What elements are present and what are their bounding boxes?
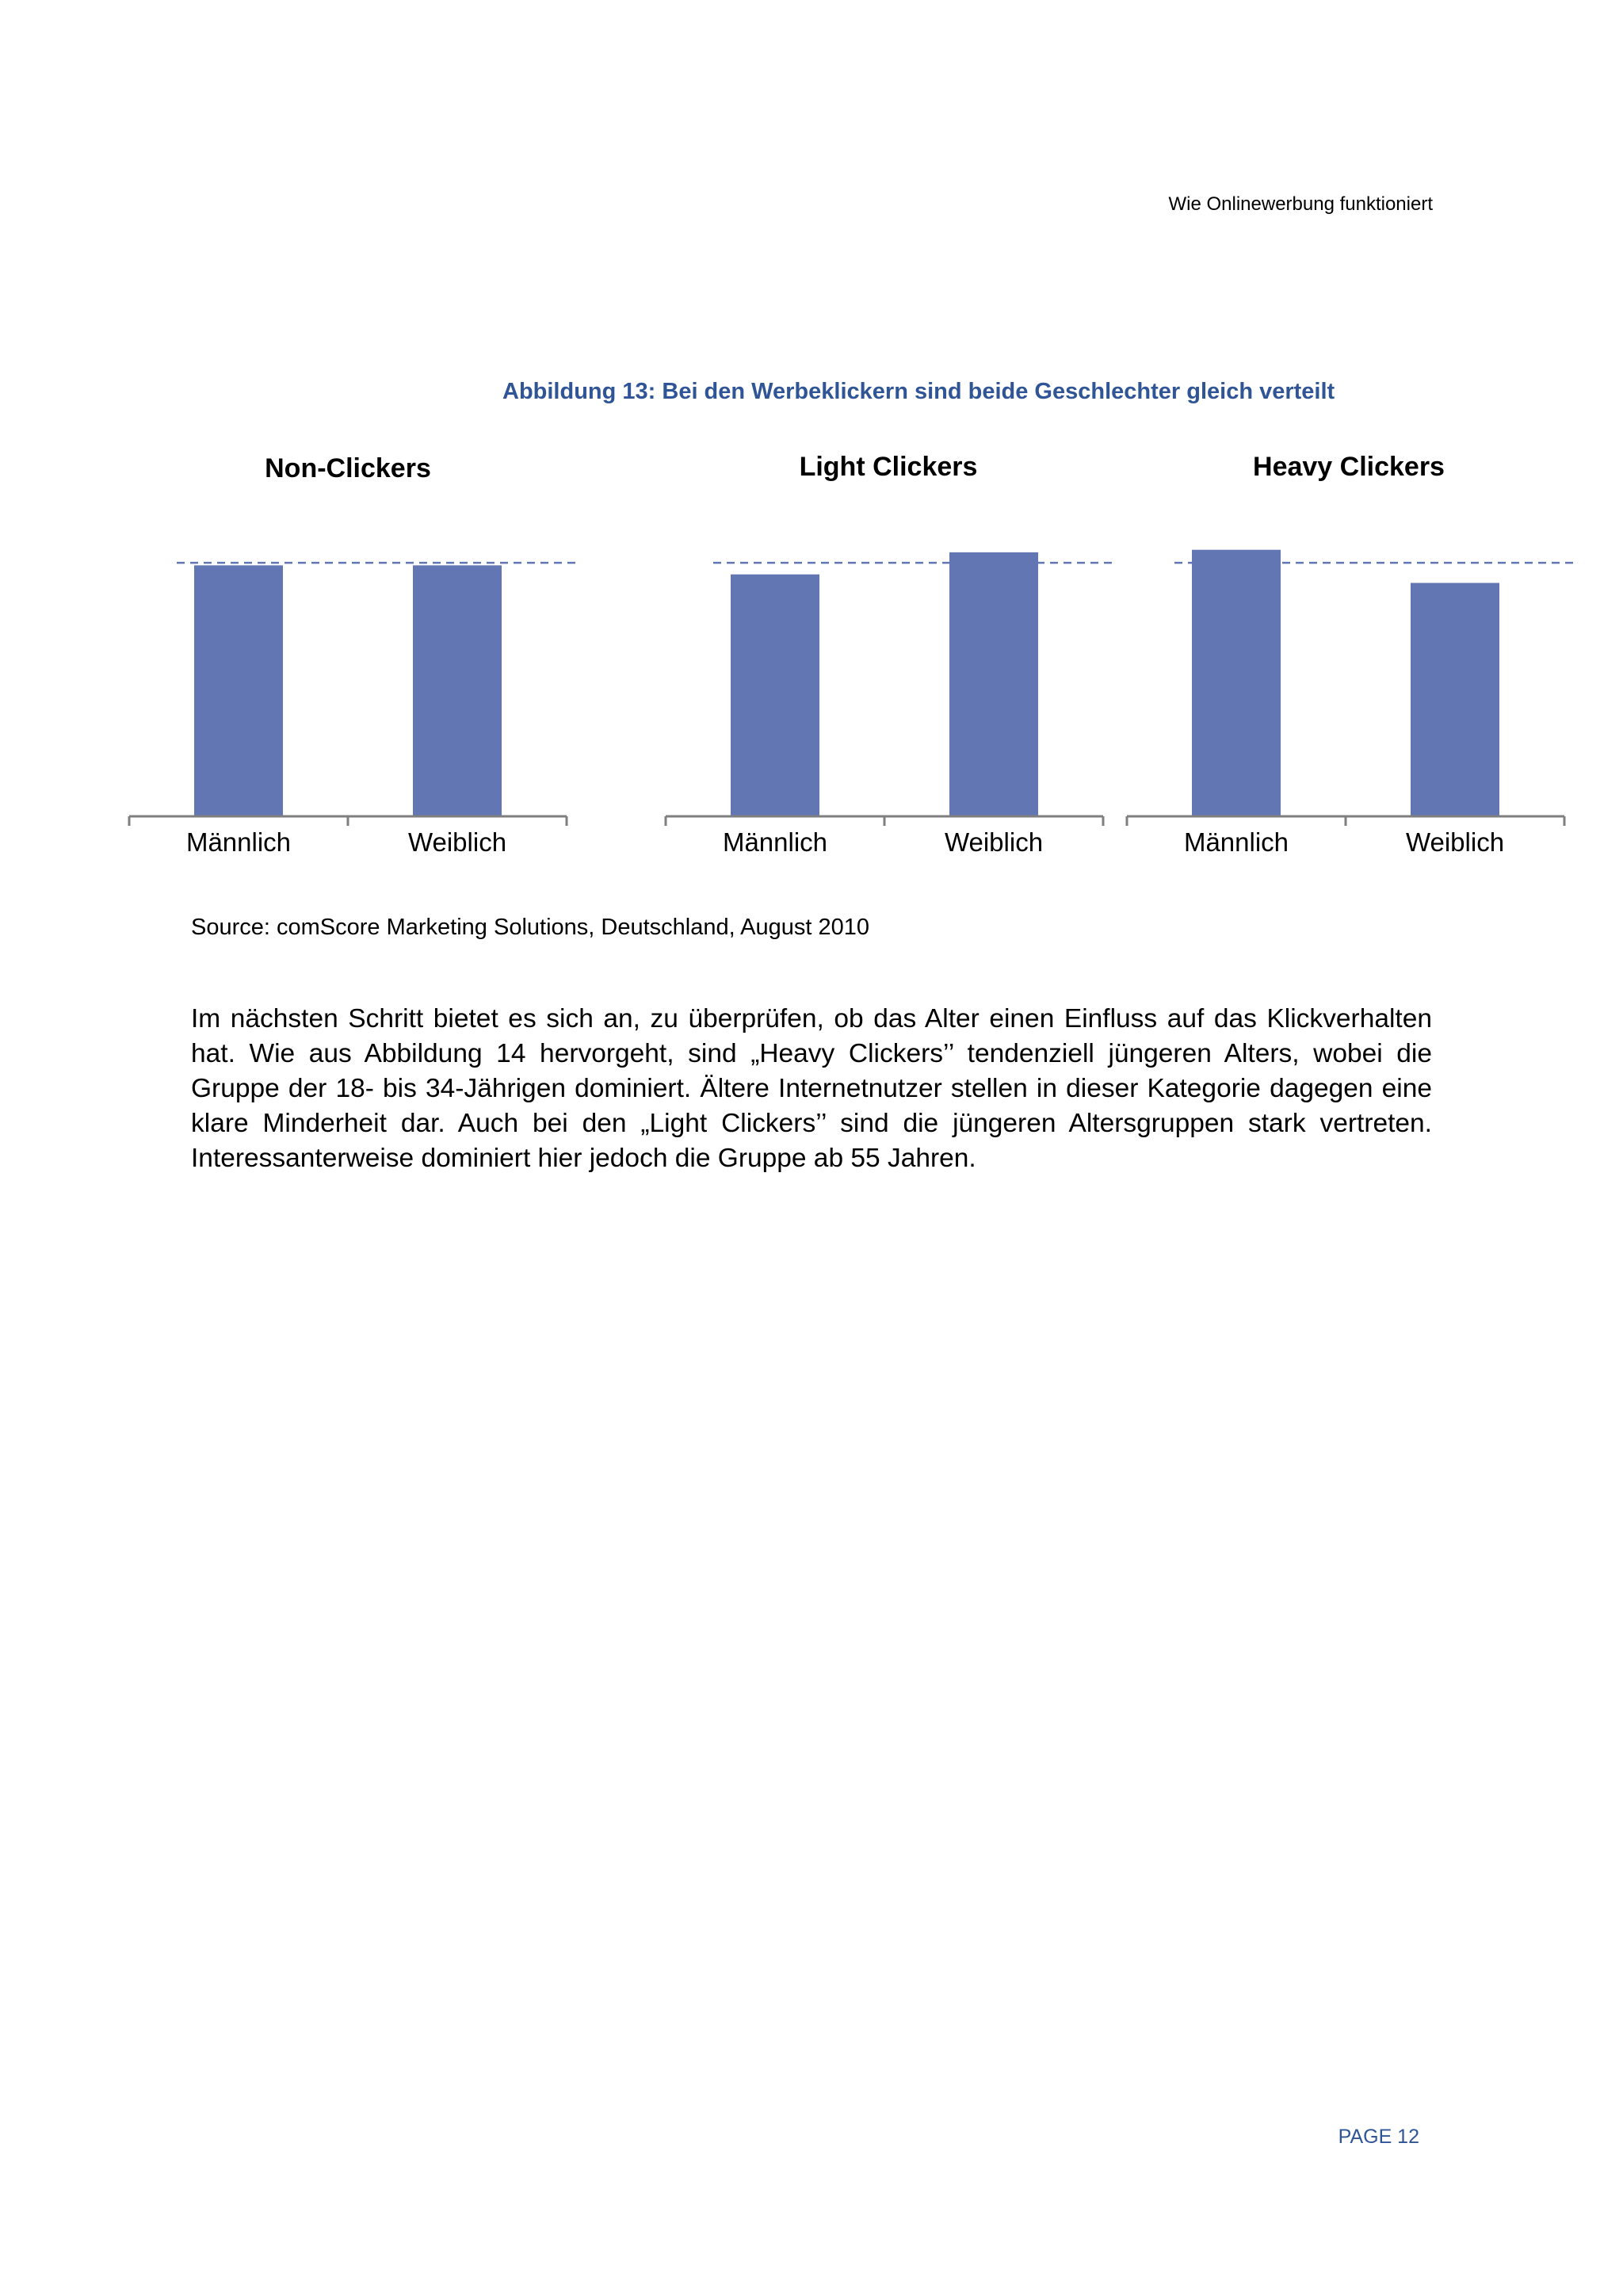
bar-maennlich [194,565,283,816]
bar-weiblich [413,565,502,816]
chart-title: Heavy Clickers [1253,452,1445,482]
figure-title: Abbildung 13: Bei den Werbeklickern sind beide Geschlechter gleich verteilt [502,379,1335,404]
x-tick-label-weiblich: Weiblich [944,827,1044,857]
page-number: PAGE 12 [1338,2126,1419,2148]
chart-panel-non-clickers [123,444,582,872]
running-head: Wie Onlinewerbung funktioniert [1168,193,1433,215]
bar-maennlich [1192,550,1281,816]
bar-weiblich [949,552,1038,816]
bar-weiblich [1411,583,1499,817]
x-tick-label-weiblich: Weiblich [407,827,507,857]
chart-svg-light-clickers [659,444,1119,872]
figure-source: Source: comScore Marketing Solutions, Deutschland, August 2010 [191,915,869,940]
bar-maennlich [731,575,819,816]
chart-panel-heavy-clickers [1121,444,1580,872]
x-tick-label-weiblich: Weiblich [1405,827,1505,857]
chart-title: Light Clickers [799,452,978,482]
body-paragraph: Im nächsten Schritt bietet es sich an, zu überprüfen, ob das Alter einen Einfluss auf das Klickverhalten hat. Wie aus Abbildung 14 hervorgeht, sind „Heavy Clickers’’ tendenziell jüngeren Alters, wobei die Gruppe der 18- bis 34-Jährigen dominiert. Ältere Internetnutzer stellen in dieser Kategorie dagegen eine klare Minderheit dar. Auch bei den „Light Clickers’’ sind die jüngeren Altersgruppen stark vertreten. Interessanterweise dominiert hier jedoch die Gruppe ab 55 Jahren. [191,1003,1432,1173]
chart-svg-non-clickers [123,444,582,872]
x-tick-label-maennlich: Männlich [1183,827,1289,857]
x-tick-label-maennlich: Männlich [722,827,828,857]
chart-panel-light-clickers [659,444,1119,872]
x-tick-label-maennlich: Männlich [185,827,292,857]
chart-svg-heavy-clickers [1121,444,1580,872]
chart-title: Non-Clickers [265,453,431,483]
